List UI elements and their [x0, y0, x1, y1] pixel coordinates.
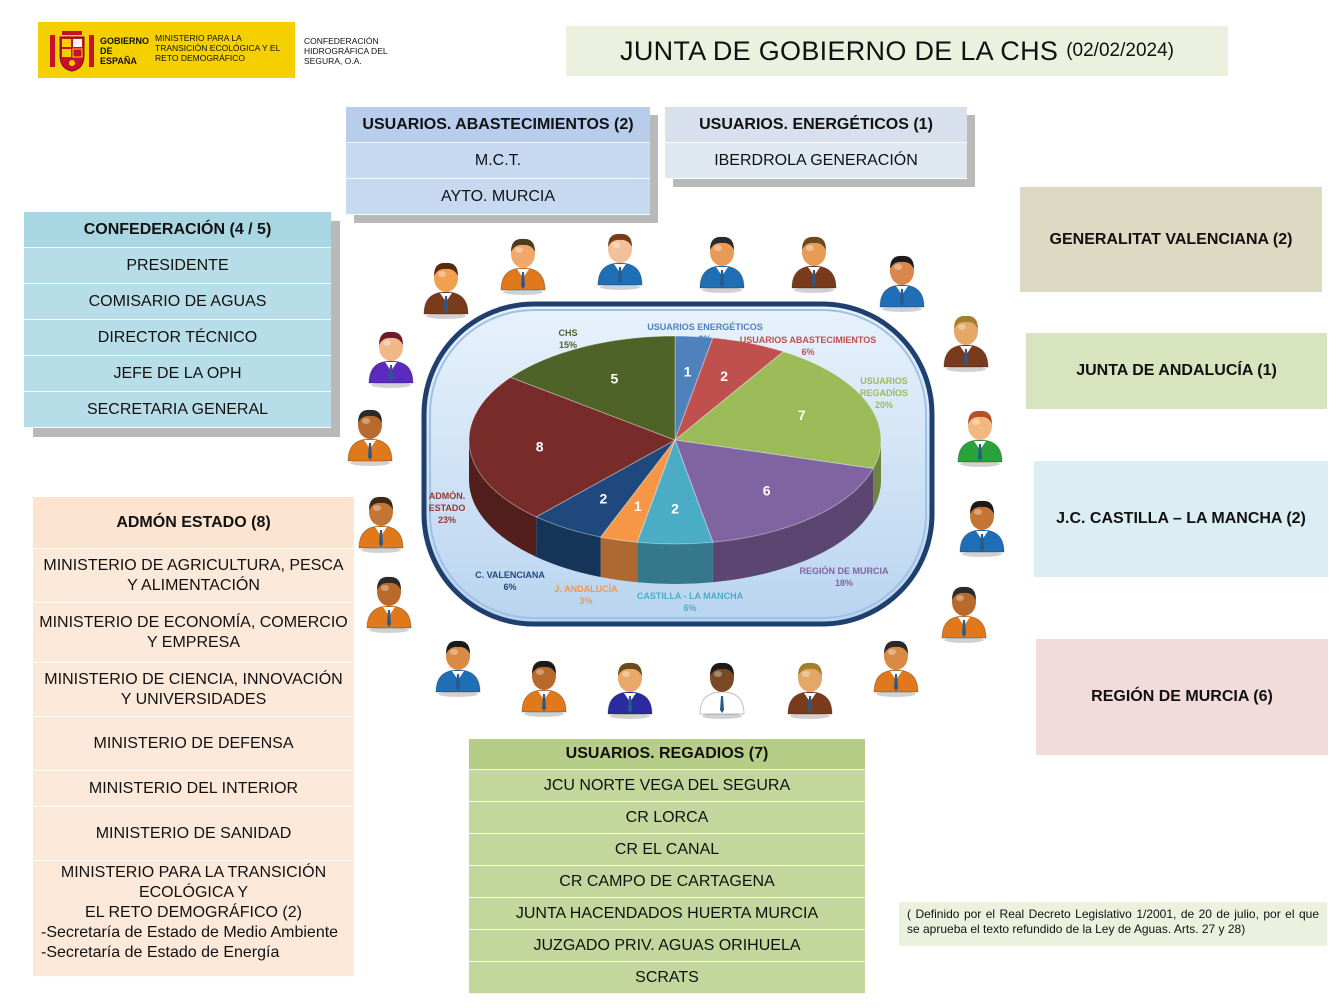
- pie-value-label: 1: [633, 498, 642, 515]
- organization-name: CONFEDERACIÓN HIDROGRÁFICA DEL SEGURA, O.A.: [304, 36, 388, 66]
- confederacion-item: COMISARIO DE AGUAS: [24, 284, 331, 320]
- admon-estado-item: MINISTERIO DE ECONOMÍA, COMERCIO Y EMPRESA: [33, 603, 354, 663]
- person-icon: [696, 656, 748, 720]
- person-icon: [876, 249, 928, 313]
- confederacion-title: CONFEDERACIÓN (4 / 5): [24, 212, 331, 248]
- pie-slice-side: [637, 542, 713, 584]
- confederacion-item: PRESIDENTE: [24, 248, 331, 284]
- person-icon: [604, 656, 656, 720]
- confederacion-item: SECRETARIA GENERAL: [24, 392, 331, 428]
- person-icon: [365, 325, 417, 389]
- person-icon: [938, 580, 990, 644]
- admon-estado-table: [33, 497, 354, 977]
- header-logos: [38, 22, 388, 78]
- person-icon: [355, 490, 407, 554]
- person-icon: [363, 570, 415, 634]
- title-date: (02/02/2024): [1066, 40, 1174, 61]
- pie-category-label: CHS 15%: [558, 328, 578, 350]
- generalitat-valenciana-box: GENERALITAT VALENCIANA (2): [1020, 187, 1322, 292]
- pie-category-label: REGIÓN DE MURCIA 18%: [799, 566, 889, 588]
- regadios-item: CR LORCA: [469, 802, 865, 834]
- pie-value-label: 2: [720, 367, 729, 384]
- pie-value-label: 5: [610, 370, 619, 387]
- person-icon: [594, 227, 646, 291]
- miteco-line: MINISTERIO PARA LA TRANSICIÓN ECOLÓGICA Y: [60, 864, 327, 901]
- regadios-item: JUZGADO PRIV. AGUAS ORIHUELA: [469, 930, 865, 962]
- regadios-item: CR CAMPO DE CARTAGENA: [469, 866, 865, 898]
- person-icon: [784, 656, 836, 720]
- admon-estado-item: MINISTERIO DE AGRICULTURA, PESCA Y ALIMENTACIÓN: [33, 549, 354, 603]
- admon-estado-item: MINISTERIO DE SANIDAD: [33, 807, 354, 861]
- person-icon: [954, 404, 1006, 468]
- title-text: JUNTA DE GOBIERNO DE LA CHS: [620, 35, 1059, 66]
- ministry-name: MINISTERIO PARA LA TRANSICIÓN ECOLÓGICA Y EL RETO DEMOGRÁFICO: [155, 33, 281, 63]
- admon-estado-item: MINISTERIO DE DEFENSA: [33, 717, 354, 771]
- energeticos-table: [665, 107, 967, 179]
- abastecimientos-title: USUARIOS. ABASTECIMIENTOS (2): [346, 107, 650, 143]
- energeticos-item: IBERDROLA GENERACIÓN: [665, 143, 967, 179]
- person-icon: [940, 309, 992, 373]
- pie-category-label: USUARIOS ENERGÉTICOS 3%: [647, 322, 763, 344]
- page-title: [566, 26, 1228, 76]
- pie-category-label: ADMÓN. ESTADO 23%: [428, 491, 466, 525]
- person-icon: [420, 256, 472, 320]
- regadios-title: USUARIOS. REGADIOS (7): [469, 739, 865, 770]
- abastecimientos-item: AYTO. MURCIA: [346, 179, 650, 215]
- miteco-line: -Secretaría de Estado de Energía: [41, 944, 280, 961]
- person-icon: [344, 403, 396, 467]
- admon-estado-item-miteco: [33, 861, 354, 977]
- regadios-item: JUNTA HACENDADOS HUERTA MURCIA: [469, 898, 865, 930]
- admon-estado-title: ADMÓN ESTADO (8): [33, 497, 354, 549]
- regadios-item: JCU NORTE VEGA DEL SEGURA: [469, 770, 865, 802]
- person-icon: [956, 494, 1008, 558]
- person-icon: [497, 232, 549, 296]
- admon-estado-item: MINISTERIO DE CIENCIA, INNOVACIÓN Y UNIVERSIDADES: [33, 663, 354, 717]
- person-icon: [870, 634, 922, 698]
- pie-value-label: 8: [535, 438, 544, 455]
- confederacion-item: JEFE DE LA OPH: [24, 356, 331, 392]
- pie-category-label: J. ANDALUCÍA 3%: [554, 584, 618, 606]
- pie-value-label: 2: [671, 500, 679, 517]
- person-icon: [518, 654, 570, 718]
- pie-value-label: 7: [797, 407, 806, 424]
- regadios-item: CR EL CANAL: [469, 834, 865, 866]
- government-logo: [38, 22, 295, 78]
- government-name: GOBIERNO DE ESPAÑA: [100, 36, 150, 66]
- regadios-item: SCRATS: [469, 962, 865, 994]
- pie-value-label: 1: [683, 363, 692, 380]
- pie-category-label: USUARIOS REGADÍOS 20%: [859, 376, 909, 410]
- coat-of-arms-icon: [48, 27, 96, 73]
- confederacion-item: DIRECTOR TÉCNICO: [24, 320, 331, 356]
- pie-value-label: 6: [762, 482, 771, 499]
- energeticos-title: USUARIOS. ENERGÉTICOS (1): [665, 107, 967, 143]
- miteco-line: EL RETO DEMOGRÁFICO (2): [85, 904, 302, 921]
- miteco-line: -Secretaría de Estado de Medio Ambiente: [41, 924, 339, 941]
- legal-note: ( Definido por el Real Decreto Legislativo 1/2001, de 20 de julio, por el que se aprueba el texto refundido de la Ley de Aguas. Arts. 27 y 28): [899, 902, 1327, 946]
- junta-andalucia-box: JUNTA DE ANDALUCÍA (1): [1026, 333, 1327, 409]
- admon-estado-item: MINISTERIO DEL INTERIOR: [33, 771, 354, 807]
- castilla-la-mancha-box: J.C. CASTILLA – LA MANCHA (2): [1034, 461, 1328, 577]
- abastecimientos-table: [346, 107, 650, 215]
- pie-category-label: C. VALENCIANA 6%: [475, 570, 545, 592]
- person-icon: [696, 230, 748, 294]
- pie-category-label: CASTILLA - LA MANCHA 6%: [636, 591, 744, 613]
- pie-category-label: USUARIOS ABASTECIMIENTOS 6%: [739, 335, 877, 357]
- pie-chart: [418, 298, 938, 630]
- abastecimientos-item: M.C.T.: [346, 143, 650, 179]
- pie-slice-side: [601, 537, 638, 582]
- regadios-table: [469, 739, 865, 994]
- pie-value-label: 2: [599, 490, 608, 507]
- confederacion-table: [24, 212, 331, 428]
- region-murcia-box: REGIÓN DE MURCIA (6): [1036, 639, 1328, 755]
- person-icon: [788, 230, 840, 294]
- person-icon: [432, 634, 484, 698]
